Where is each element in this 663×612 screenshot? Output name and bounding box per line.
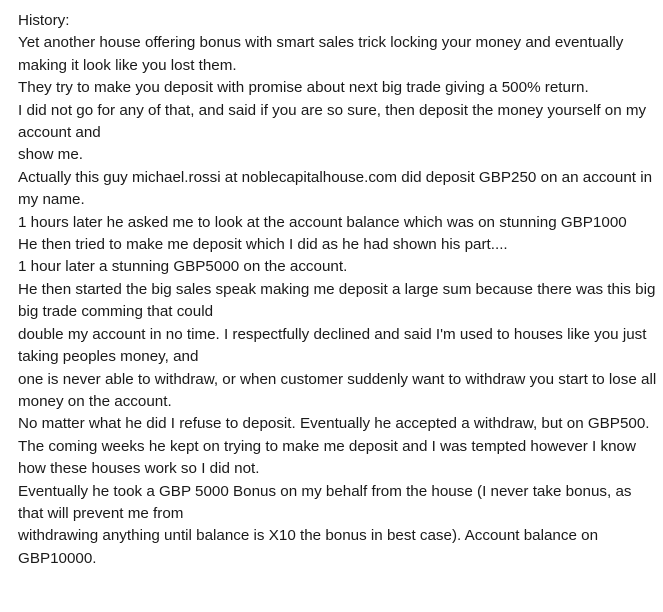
paragraph-line: show me. bbox=[18, 146, 83, 164]
paragraph-line: Yet another house offering bonus with smart sales trick locking your money and eventually making it look like you lost them. bbox=[18, 34, 624, 74]
history-heading: History: bbox=[18, 12, 70, 29]
paragraph-line: The coming weeks he kept on trying to make me deposit and I was tempted however I know how these houses work so I did not. bbox=[18, 437, 636, 478]
paragraph-line: Actually this guy michael.rossi at noblecapitalhouse.com did deposit GBP250 on an account in my name. bbox=[18, 168, 653, 209]
paragraph-line: withdrawing anything until balance is X10 the bonus in best case). Account balance on GBP10000. bbox=[18, 527, 599, 567]
paragraph-line: They try to make you deposit with promise about next big trade giving a 500% return. bbox=[18, 79, 589, 97]
paragraph-line: I did not go for any of that, and said if you are so sure, then deposit the money yourself on my account and bbox=[18, 101, 647, 142]
paragraph-line: 1 hour later a stunning GBP5000 on the account. bbox=[18, 258, 348, 276]
paragraph-line: He then tried to make me deposit which I did as he had shown his part.... bbox=[18, 236, 508, 254]
paragraph-line: 1 hours later he asked me to look at the account balance which was on stunning GBP1000 bbox=[18, 213, 627, 231]
paragraph-line: double my account in no time. I respectfully declined and said I'm used to houses like you just taking peoples money, and bbox=[18, 325, 647, 366]
paragraph-line: Eventually he took a GBP 5000 Bonus on my behalf from the house (I never take bonus, as that will prevent me from bbox=[18, 482, 632, 522]
paragraph-line: He then started the big sales speak making me deposit a large sum because there was this big big trade comming that could bbox=[18, 280, 656, 321]
paragraph-line: No matter what he did I refuse to deposit. Eventually he accepted a withdraw, but on GBP500. bbox=[18, 415, 650, 433]
paragraph-line: one is never able to withdraw, or when customer suddenly want to withdraw you start to lose all money on the account. bbox=[18, 370, 657, 410]
